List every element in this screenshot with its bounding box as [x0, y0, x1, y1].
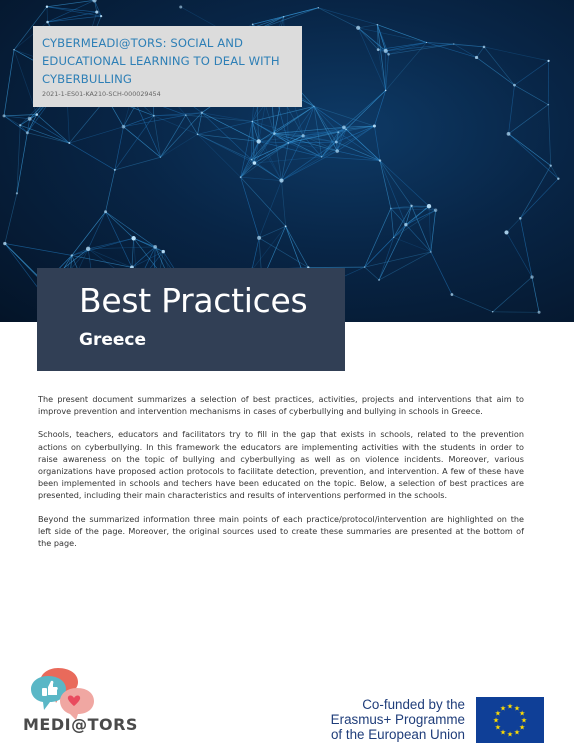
svg-text:★: ★ [499, 729, 507, 737]
project-code: 2021-1-ES01-KA210-SCH-000029454 [42, 90, 161, 98]
svg-text:★: ★ [518, 724, 526, 732]
svg-text:★: ★ [513, 705, 521, 713]
paragraph-context: Schools, teachers, educators and facilitators try to fill in the gap that exists in schools, related to the prevention actions on cyberbullying. In this framework the educators are implementing activities with the students in order to raise awareness on the topic of bullying and cyberbullying as well as on violence incidents. Moreover, various organizations have proposed action protocols to facilitate detection, prevention, and intervention. A few of these have been implemented in schools and techers have been educated on the topic. Below, a selection of best practices are presented, including their main characteristics and results of interventions performed in the schools. [38, 429, 524, 501]
eu-flag-icon [476, 697, 544, 743]
cofunded-line-1: Co-funded by the [362, 697, 465, 712]
document-subtitle: Greece [79, 330, 147, 350]
cofunded-line-3: of the European Union [330, 727, 465, 742]
svg-text:★: ★ [499, 705, 507, 713]
project-title: CYBERMEADI@TORS: SOCIAL AND EDUCATIONAL LEARNING TO DEAL WITH CYBERBULLING [42, 36, 280, 86]
cofunded-statement [310, 697, 465, 742]
project-info-box [33, 26, 302, 107]
svg-text:★: ★ [518, 710, 526, 718]
svg-text:★: ★ [506, 731, 514, 739]
body-text [38, 393, 524, 560]
svg-text:★: ★ [513, 729, 521, 737]
title-box [37, 268, 345, 371]
svg-text:★: ★ [520, 717, 528, 725]
svg-text:★: ★ [506, 703, 514, 711]
svg-text:★: ★ [492, 717, 500, 725]
svg-text:★: ★ [494, 710, 502, 718]
document-title: Best Practices [79, 281, 308, 320]
mediators-logo-text: MEDI@TORS [23, 715, 138, 734]
cofunded-line-2: Erasmus+ Programme [330, 712, 465, 727]
paragraph-structure: Beyond the summarized information three main points of each practice/protocol/intervention are highlighted on the left side of the page. Moreover, the original sources used to create these summaries are presented at the bottom of the page. [38, 513, 524, 549]
svg-text:★: ★ [494, 724, 502, 732]
paragraph-intro: The present document summarizes a selection of best practices, activities, projects and interventions that aim to improve prevention and intervention mechanisms in cases of cyberbullying and bullying in schools in Greece. [38, 394, 524, 417]
